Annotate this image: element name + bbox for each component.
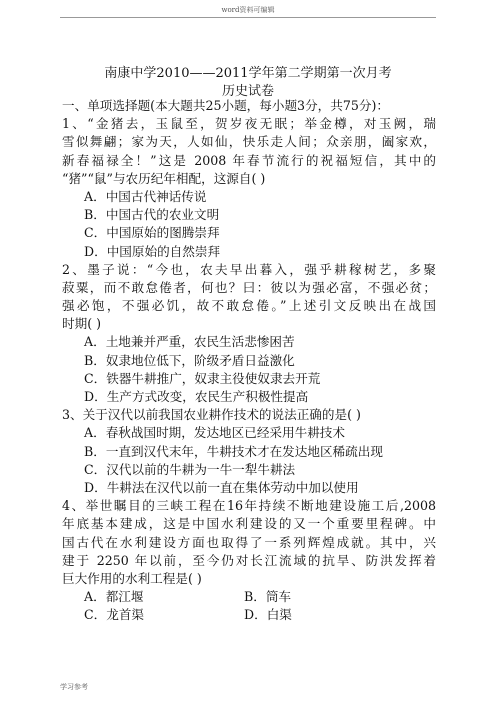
option-c: C．汉代以前的牛耕为一牛一犁牛耕法: [84, 461, 296, 477]
question-3: [62, 406, 436, 497]
option-a: A．都江堰: [84, 589, 144, 605]
question-stem-line: 3、关于汉代以前我国农业耕作技术的说法正确的是( ): [62, 407, 361, 423]
question-4: [62, 497, 436, 624]
question-stem-line: 年底基本建成，这是中国水利建设的又一个重要里程碑。中: [62, 516, 436, 532]
option-d: D．白渠: [244, 607, 292, 623]
option-row: [62, 606, 436, 624]
question-stem-line: 雪似舞翩；家为天，人如仙，快乐走人间；众亲朋，阖家欢，: [62, 134, 436, 150]
question-stem-line: 巨大作用的水利工程是( ): [62, 570, 202, 586]
question-stem-line: 国古代在水利建设方面也取得了一系列辉煌成就。其中，兴: [62, 534, 436, 550]
question-stem-line: 2、墨子说：“今也，农夫早出暮入，强乎耕稼树艺，多聚: [62, 261, 436, 277]
question-stem-line: 时期( ): [62, 316, 102, 332]
question-stem-line: “猪”“鼠”与农历纪年相配，这源自( ): [62, 170, 266, 186]
option-row: [62, 588, 436, 606]
exam-body: [62, 97, 436, 624]
question-stem-line: 1、“金猪去，玉鼠至，贺岁夜无眠；举金樽，对玉阙，瑞: [62, 116, 436, 132]
option-b: B．中国古代的农业文明: [84, 207, 220, 223]
option-b: B．筒车: [244, 589, 292, 605]
exam-subtitle: 历史试卷: [221, 84, 274, 99]
question-1: [62, 115, 436, 261]
option-b: B．一直到汉代末年，牛耕技术才在发达地区稀疏出现: [84, 443, 383, 459]
option-a: A．春秋战国时期，发达地区已经采用牛耕技术: [84, 425, 345, 441]
option-c: C．中国原始的图腾崇拜: [84, 225, 220, 241]
section-heading: 一、单项选择题(本大题共25小题，每小题3分，共75分)：: [62, 98, 389, 113]
option-d: D．牛耕法在汉代以前一直在集体劳动中加以使用: [84, 479, 359, 495]
page-footer: 学习参考: [60, 683, 88, 691]
option-c: C．铁器牛耕推广，奴隶主役使奴隶去开荒: [84, 370, 321, 386]
page-header: word资料可编辑: [221, 6, 275, 14]
option-a: A．中国古代神话传说: [84, 188, 207, 204]
question-2: [62, 261, 436, 407]
question-stem-line: 建于 2250 年以前，至今仍对长江流域的抗旱、防洪发挥着: [62, 552, 436, 568]
header-rule: [60, 17, 436, 18]
question-stem-line: 菽粟，而不敢怠倦者，何也？曰：彼以为强必富，不强必贫；: [62, 279, 436, 295]
exam-title: 南康中学2010——2011学年第二学期第一次月考: [104, 66, 392, 81]
option-d: D．生产方式改变，农民生产积极性提高: [84, 389, 309, 404]
option-d: D．中国原始的自然崇拜: [84, 243, 221, 259]
question-stem-line: 强必饱，不强必饥，故不敢怠倦。”上述引文反映出在战国: [62, 298, 436, 314]
option-b: B．奴隶地位低下，阶级矛盾日益激化: [84, 352, 295, 368]
option-a: A．土地兼并严重，农民生活悲惨困苦: [84, 334, 295, 350]
question-stem-line: 新春福禄全！”这是 2008 年春节流行的祝福短信，其中的: [62, 152, 436, 168]
question-stem-line: 4、举世瞩目的三峡工程在16年持续不断地建设施工后,2008: [62, 498, 436, 514]
option-c: C．龙首渠: [84, 607, 145, 623]
